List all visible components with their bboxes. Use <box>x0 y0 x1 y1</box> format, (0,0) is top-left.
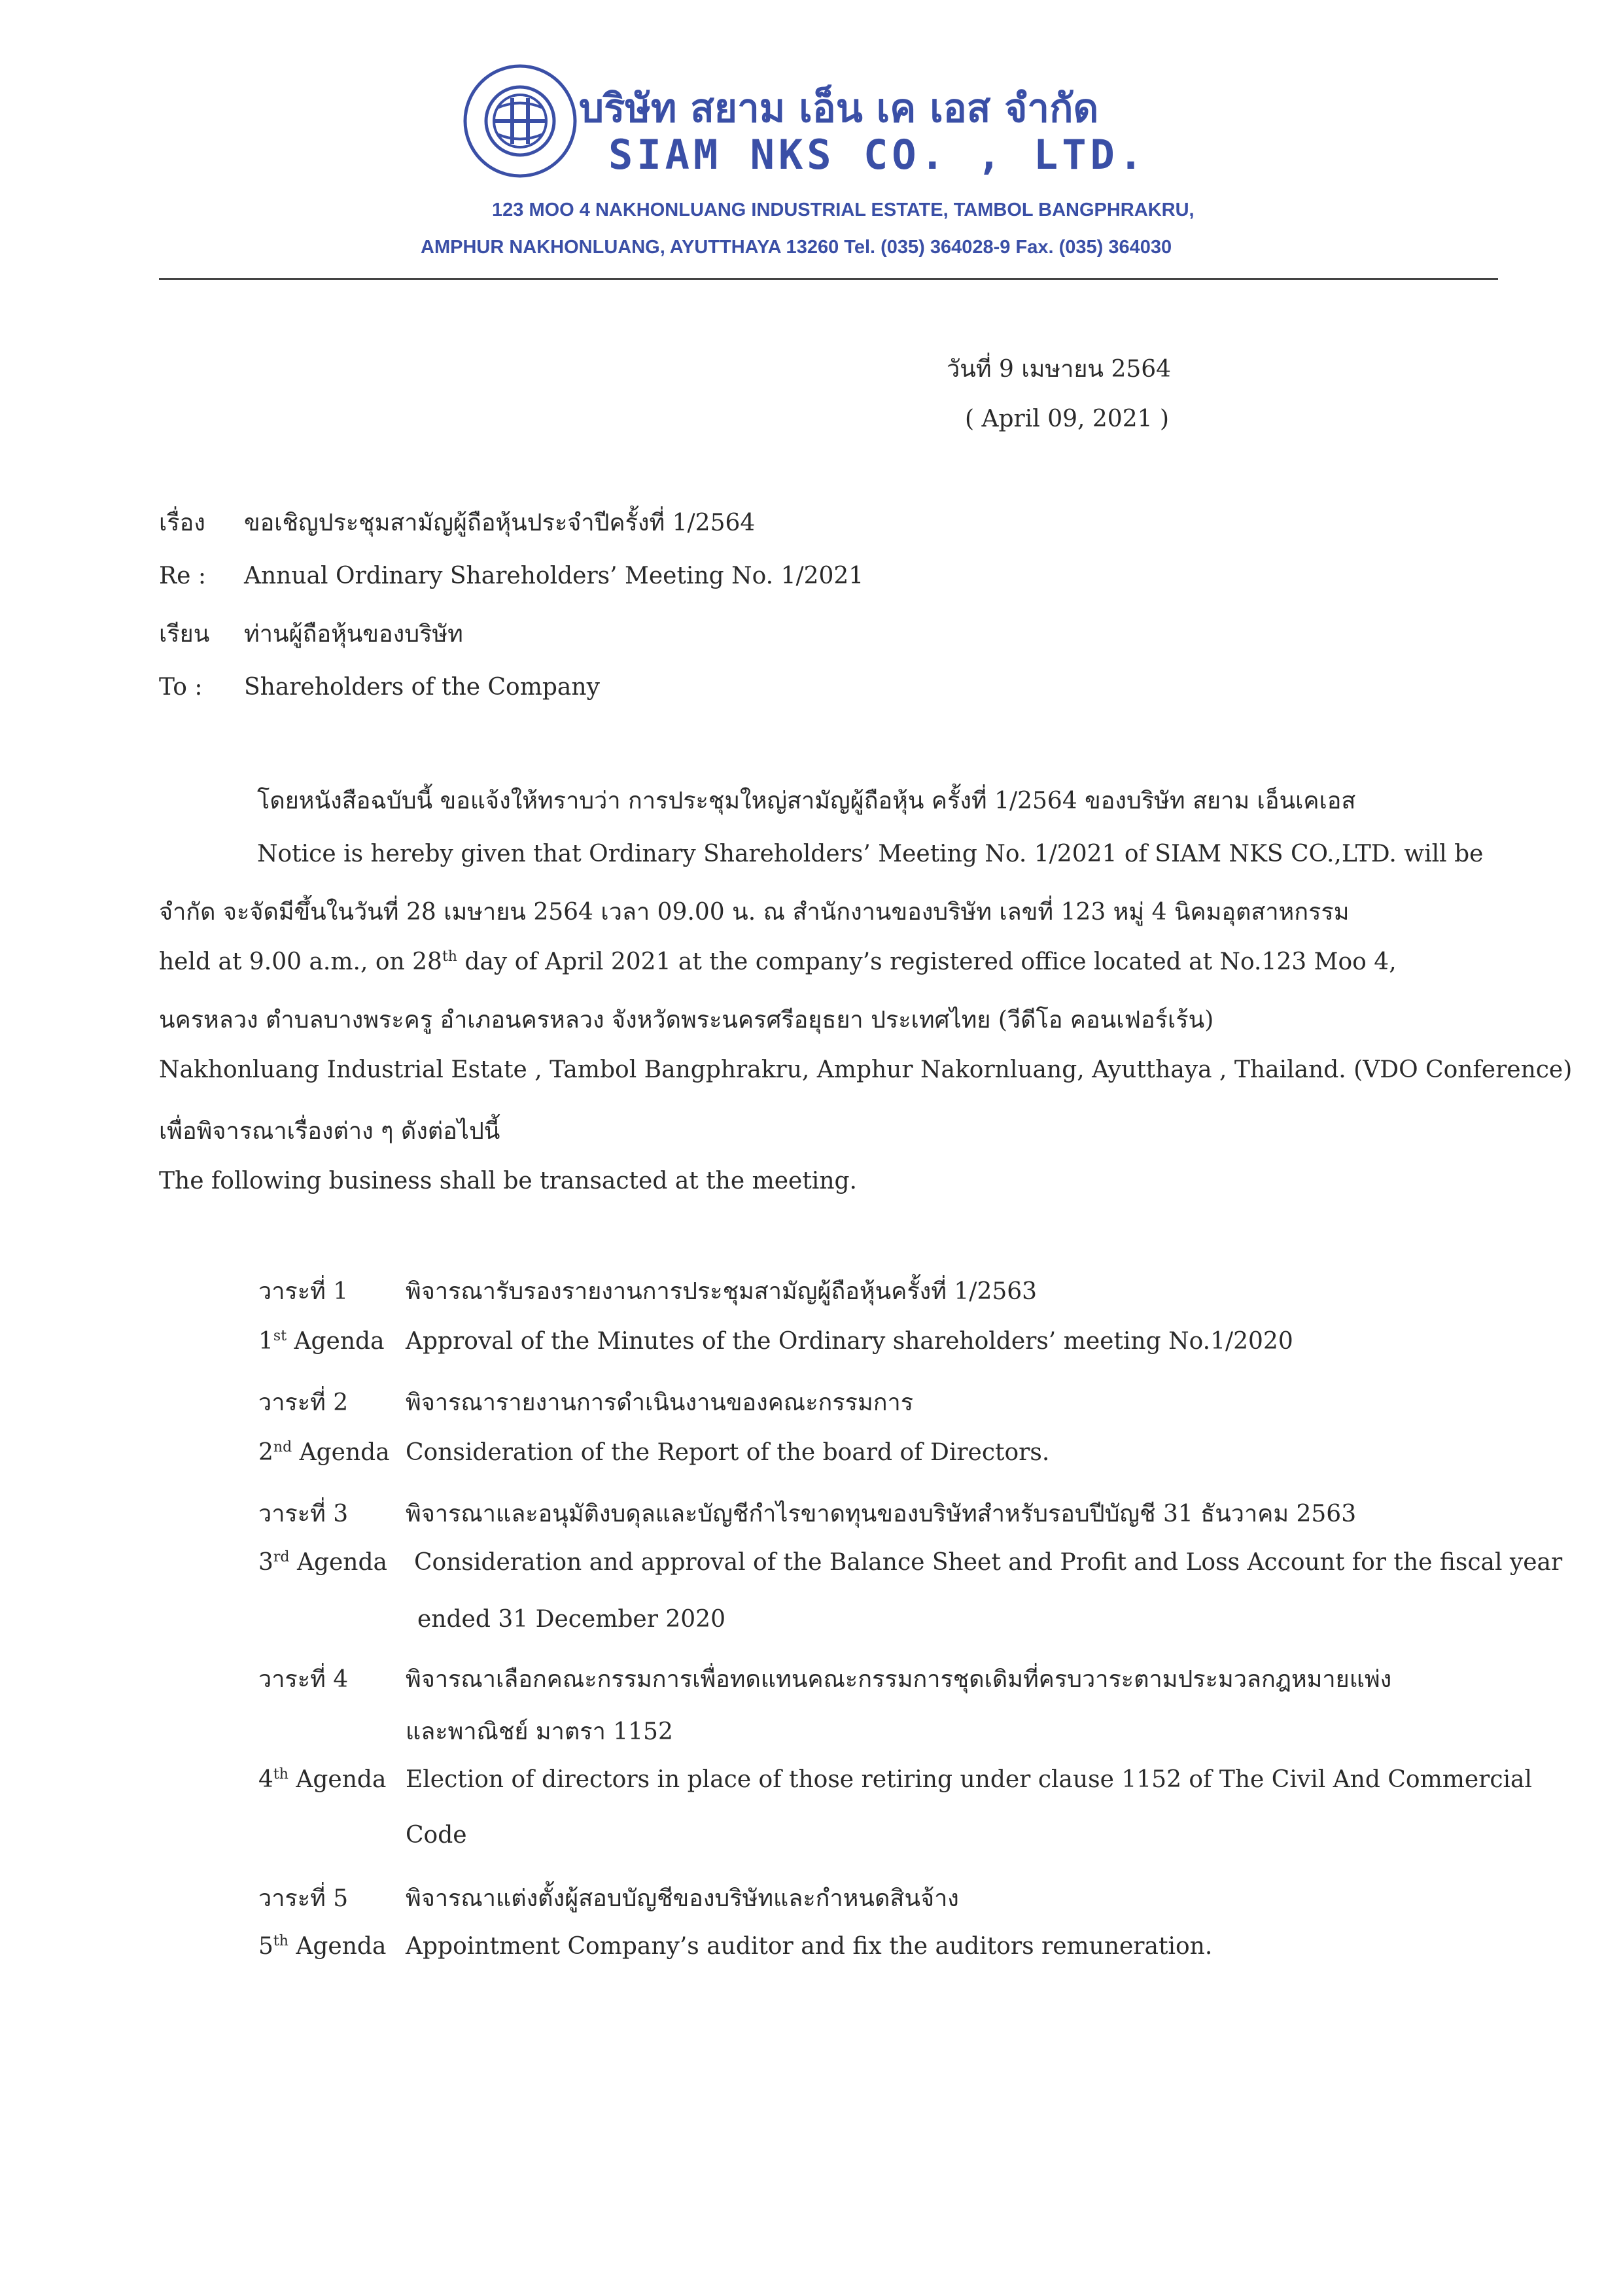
body-line: เพื่อพิจารณาเรื่องต่าง ๆ ดังต่อไปนี้ <box>159 1118 500 1145</box>
agenda-number: 3 <box>258 1549 273 1576</box>
body-line: The following business shall be transacted at the meeting. <box>159 1168 857 1194</box>
subject-english: Annual Ordinary Shareholders’ Meeting No. 1/2021 <box>244 563 864 589</box>
company-name-english: SIAM NKS CO. , LTD. <box>608 131 1147 179</box>
body-line: Notice is hereby given that Ordinary Shareholders’ Meeting No. 1/2021 of SIAM NKS CO.,LTD. will be <box>257 841 1484 867</box>
agenda-number: 5 <box>258 1933 273 1960</box>
letterhead-divider <box>159 278 1498 280</box>
body-text: day of April 2021 at the company’s registered office located at No.123 Moo 4, <box>457 948 1397 975</box>
agenda-word: Agenda <box>289 1549 387 1576</box>
agenda-text-thai-continued: และพาณิชย์ มาตรา 1152 <box>406 1718 673 1745</box>
agenda-number: 4 <box>258 1766 273 1793</box>
company-logo <box>461 62 579 180</box>
company-name-thai: บริษัท สยาม เอ็น เค เอส จำกัด <box>579 86 1099 131</box>
agenda-label-thai: วาระที่ 2 <box>258 1389 349 1416</box>
company-address-line1: 123 MOO 4 NAKHONLUANG INDUSTRIAL ESTATE, TAMBOL BANGPHRAKRU, <box>492 200 1195 220</box>
agenda-label-thai: วาระที่ 1 <box>258 1278 349 1305</box>
subject-label-thai: เรื่อง <box>159 510 205 536</box>
agenda-text-thai: พิจารณาแต่งตั้งผู้สอบบัญชีของบริษัทและกำหนดสินจ้าง <box>406 1885 959 1912</box>
agenda-label-english <box>258 1439 390 1466</box>
body-line <box>159 948 1397 975</box>
recipient-label-english: To : <box>159 674 203 701</box>
agenda-text-thai: พิจารณารับรองรายงานการประชุมสามัญผู้ถือหุ้นครั้งที่ 1/2563 <box>406 1278 1038 1305</box>
ordinal-suffix: th <box>273 1933 288 1949</box>
agenda-text-thai: พิจารณารายงานการดำเนินงานของคณะกรรมการ <box>406 1389 914 1416</box>
ordinal-suffix: nd <box>273 1439 292 1455</box>
body-line: นครหลวง ตำบลบางพระครู อำเภอนครหลวง จังหวัดพระนครศรีอยุธยา ประเทศไทย (วีดีโอ คอนเฟอร์เร้น) <box>159 1007 1214 1034</box>
agenda-word: Agenda <box>287 1328 385 1355</box>
agenda-label-thai: วาระที่ 3 <box>258 1501 349 1527</box>
subject-label-english: Re : <box>159 563 206 589</box>
agenda-label-thai: วาระที่ 4 <box>258 1666 349 1693</box>
agenda-label-thai: วาระที่ 5 <box>258 1885 349 1912</box>
agenda-label-english <box>258 1328 385 1355</box>
ordinal-suffix: st <box>273 1328 287 1344</box>
agenda-text-english: Consideration and approval of the Balance Sheet and Profit and Loss Account for the fiscal year <box>414 1549 1563 1576</box>
body-line: โดยหนังสือฉบับนี้ ขอแจ้งให้ทราบว่า การประชุมใหญ่สามัญผู้ถือหุ้น ครั้งที่ 1/2564 ของบริษัท สยาม เอ็นเคเอส <box>257 788 1356 814</box>
agenda-text-english-continued: ended 31 December 2020 <box>417 1606 725 1633</box>
recipient-label-thai: เรียน <box>159 621 210 648</box>
agenda-text-thai: พิจารณาเลือกคณะกรรมการเพื่อทดแทนคณะกรรมการชุดเดิมที่ครบวาระตามประมวลกฎหมายแพ่ง <box>406 1666 1392 1693</box>
agenda-text-english: Election of directors in place of those retiring under clause 1152 of The Civil And Commercial <box>406 1766 1533 1793</box>
subject-thai: ขอเชิญประชุมสามัญผู้ถือหุ้นประจำปีครั้งที่ 1/2564 <box>244 510 756 536</box>
ordinal-suffix: th <box>442 948 457 965</box>
agenda-number: 1 <box>258 1328 273 1355</box>
agenda-label-english <box>258 1549 387 1576</box>
agenda-text-english: Appointment Company’s auditor and fix the auditors remuneration. <box>406 1933 1213 1960</box>
agenda-word: Agenda <box>288 1766 387 1793</box>
ordinal-suffix: rd <box>273 1549 290 1565</box>
body-text: held at 9.00 a.m., on 28 <box>159 948 442 975</box>
agenda-text-english-continued: Code <box>406 1822 467 1849</box>
agenda-label-english <box>258 1766 386 1793</box>
agenda-number: 2 <box>258 1439 273 1466</box>
date-english: ( April 09, 2021 ) <box>965 406 1170 432</box>
recipient-english: Shareholders of the Company <box>244 674 600 701</box>
ordinal-suffix: th <box>273 1766 288 1783</box>
agenda-text-english: Consideration of the Report of the board of Directors. <box>406 1439 1050 1466</box>
agenda-text-english: Approval of the Minutes of the Ordinary shareholders’ meeting No.1/2020 <box>406 1328 1293 1355</box>
body-line: Nakhonluang Industrial Estate , Tambol Bangphrakru, Amphur Nakornluang, Ayutthaya , Thailand. (VDO Conference) <box>159 1056 1573 1083</box>
agenda-label-english <box>258 1933 386 1960</box>
date-thai: วันที่ 9 เมษายน 2564 <box>947 356 1172 383</box>
recipient-thai: ท่านผู้ถือหุ้นของบริษัท <box>244 621 463 648</box>
agenda-text-thai: พิจารณาและอนุมัติงบดุลและบัญชีกำไรขาดทุนของบริษัทสำหรับรอบปีบัญชี 31 ธันวาคม 2563 <box>406 1501 1357 1527</box>
company-address-line2: AMPHUR NAKHONLUANG, AYUTTHAYA 13260 Tel. (035) 364028-9 Fax. (035) 364030 <box>421 237 1172 258</box>
body-line: จำกัด จะจัดมีขึ้นในวันที่ 28 เมษายน 2564 เวลา 09.00 น. ณ สำนักงานของบริษัท เลขที่ 123 หมู่ 4 นิคมอุตสาหกรรม <box>159 899 1350 926</box>
agenda-word: Agenda <box>292 1439 390 1466</box>
agenda-word: Agenda <box>288 1933 387 1960</box>
